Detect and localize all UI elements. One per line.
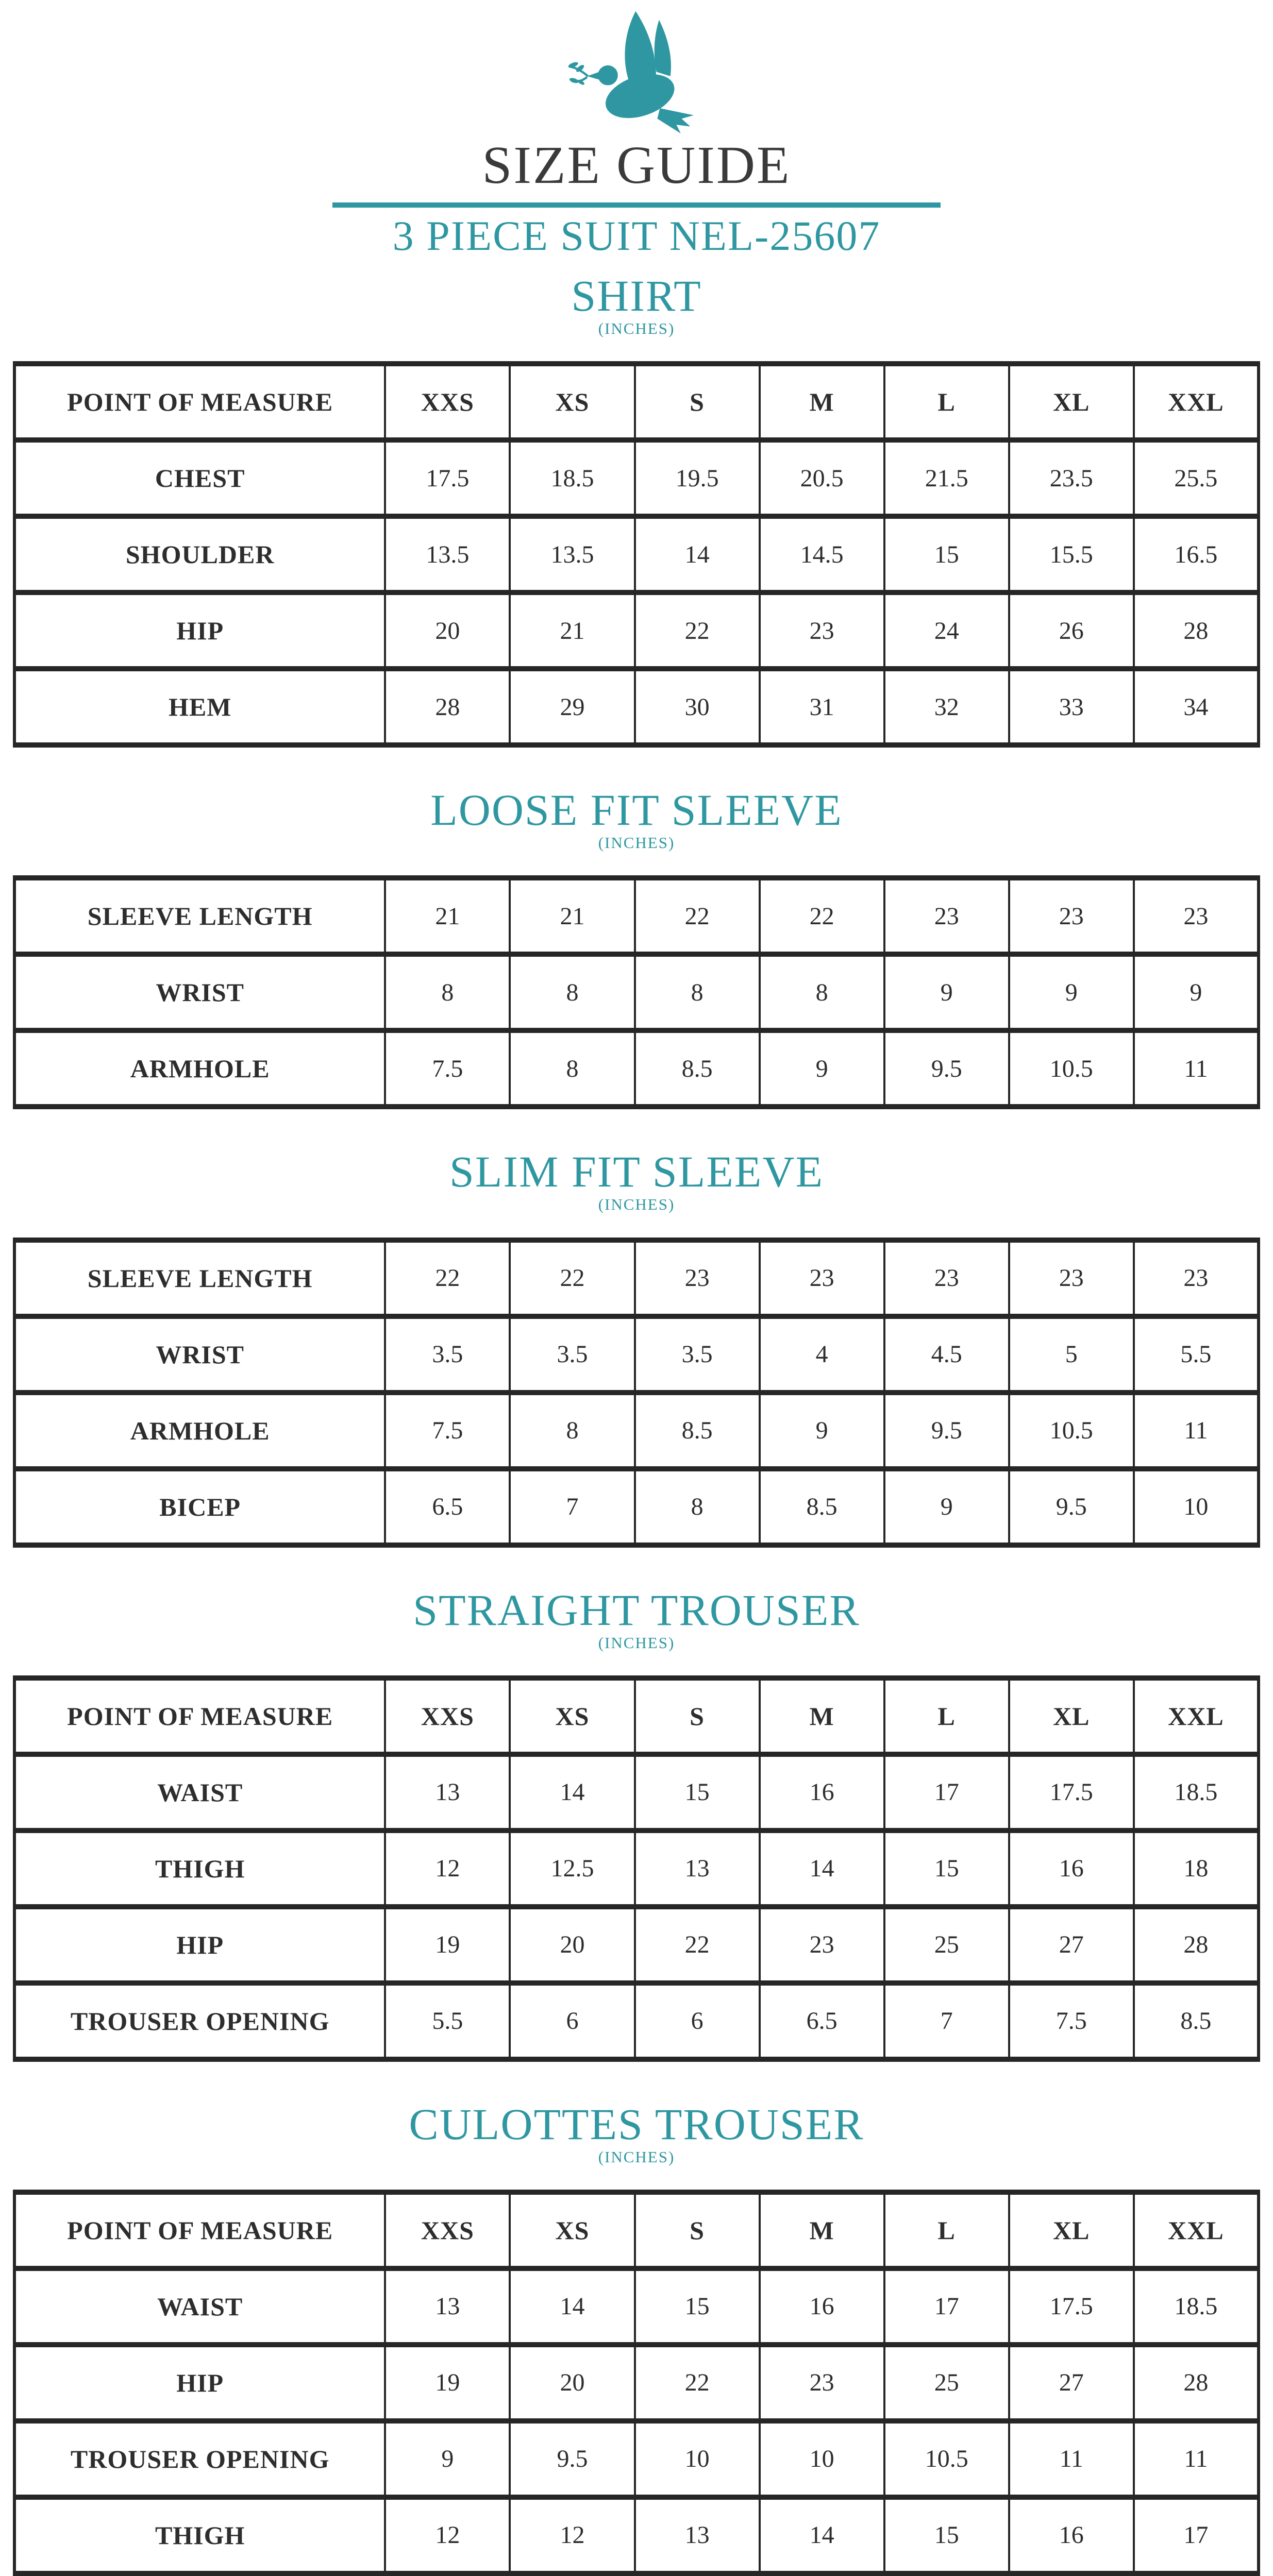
size-cell-m: 31 xyxy=(760,669,884,745)
size-col-header-m: M xyxy=(760,1678,884,1754)
size-cell-xs: 8 xyxy=(510,1030,634,1107)
size-table-straight-trouser xyxy=(13,1675,1260,2062)
size-cell-l: 24 xyxy=(884,592,1009,669)
size-col-header-xl: XL xyxy=(1009,1678,1134,1754)
size-cell-xl: 9 xyxy=(1009,954,1134,1030)
size-cell-xxs: 8 xyxy=(385,954,510,1030)
title-divider xyxy=(332,202,941,208)
size-cell-s: 22 xyxy=(635,592,760,669)
measure-row-shoulder xyxy=(14,516,1259,592)
measure-label: THIGH xyxy=(14,2497,385,2573)
size-col-header-xs: XS xyxy=(510,2192,634,2268)
size-cell-xs: 8 xyxy=(510,1393,634,1469)
size-cell-xs: 9.5 xyxy=(510,2421,634,2497)
size-cell-l: 21.5 xyxy=(884,440,1009,516)
size-cell-xxs: 7.5 xyxy=(385,1030,510,1107)
measure-label: WAIST xyxy=(14,2268,385,2345)
measure-label: HIP xyxy=(14,592,385,669)
size-cell-l: 25 xyxy=(884,1907,1009,1983)
section-title: SHIRT xyxy=(571,271,702,321)
size-cell-xxs: 6.5 xyxy=(385,1469,510,1545)
size-cell-l: 7 xyxy=(884,1983,1009,2059)
size-col-header-m: M xyxy=(760,2192,884,2268)
size-cell-xxl: 28 xyxy=(1134,592,1259,669)
point-of-measure-header: POINT OF MEASURE xyxy=(14,364,385,440)
size-cell-xxs: 13 xyxy=(385,1754,510,1831)
measure-row-armhole xyxy=(14,1030,1259,1107)
measure-row-sleeve-length xyxy=(14,878,1259,954)
size-cell-xl: 23 xyxy=(1009,878,1134,954)
size-cell-s: 3.5 xyxy=(635,1316,760,1393)
size-cell-m: 4 xyxy=(760,1316,884,1393)
size-col-header-xxl: XXL xyxy=(1134,2192,1259,2268)
size-cell-xxs: 28 xyxy=(385,669,510,745)
size-cell-s: 14 xyxy=(635,516,760,592)
size-cell-s: 10 xyxy=(635,2421,760,2497)
size-cell-xl: 11 xyxy=(1009,2421,1134,2497)
size-col-header-xxs: XXS xyxy=(385,1678,510,1754)
size-cell-xs: 7 xyxy=(510,1469,634,1545)
size-cell-xxs: 13.5 xyxy=(385,516,510,592)
size-cell-xl: 17.5 xyxy=(1009,1754,1134,1831)
size-cell-xxs: 13 xyxy=(385,2268,510,2345)
size-cell-xs: 3.5 xyxy=(510,1316,634,1393)
size-table-header-row xyxy=(14,364,1259,440)
size-cell-xl: 26 xyxy=(1009,592,1134,669)
size-cell-xl: 17.5 xyxy=(1009,2268,1134,2345)
size-cell-xxl: 23 xyxy=(1134,878,1259,954)
size-cell-xs: 20 xyxy=(510,2345,634,2421)
size-cell-xxl: 28 xyxy=(1134,2345,1259,2421)
size-cell-s: 8.5 xyxy=(635,1393,760,1469)
size-cell-xxs: 12 xyxy=(385,2497,510,2573)
measure-row-trouser-opening xyxy=(14,1983,1259,2059)
measure-label: THIGH xyxy=(14,1831,385,1907)
size-col-header-m: M xyxy=(760,364,884,440)
size-cell-xs: 29 xyxy=(510,669,634,745)
size-table-header-row xyxy=(14,2192,1259,2268)
measure-row-thigh xyxy=(14,2497,1259,2573)
measure-row-wrist xyxy=(14,954,1259,1030)
size-cell-s: 23 xyxy=(635,1240,760,1316)
size-cell-xs: 8 xyxy=(510,954,634,1030)
size-cell-xl: 9.5 xyxy=(1009,1469,1134,1545)
measure-row-chest xyxy=(14,440,1259,516)
size-col-header-l: L xyxy=(884,364,1009,440)
section-title: STRAIGHT TROUSER xyxy=(413,1585,860,1635)
size-cell-m: 8 xyxy=(760,954,884,1030)
size-cell-l: 15 xyxy=(884,516,1009,592)
measure-row-armhole xyxy=(14,1393,1259,1469)
size-cell-xxl: 11 xyxy=(1134,1030,1259,1107)
size-cell-xxs: 20 xyxy=(385,592,510,669)
size-cell-m: 14 xyxy=(760,2497,884,2573)
size-cell-m: 16 xyxy=(760,2268,884,2345)
dove-olive-branch-icon xyxy=(567,10,706,136)
measure-label: ARMHOLE xyxy=(14,1393,385,1469)
size-cell-xs: 22 xyxy=(510,1240,634,1316)
size-table-slim-fit-sleeve xyxy=(13,1238,1260,1548)
size-cell-s: 22 xyxy=(635,878,760,954)
size-cell-xxs: 5.5 xyxy=(385,1983,510,2059)
size-cell-m: 14.5 xyxy=(760,516,884,592)
size-cell-xxs: 9 xyxy=(385,2421,510,2497)
size-table-shirt xyxy=(13,361,1260,748)
size-cell-xs: 14 xyxy=(510,1754,634,1831)
size-cell-xxl: 5.5 xyxy=(1134,1316,1259,1393)
measure-row-wrist xyxy=(14,1316,1259,1393)
logo-wrap xyxy=(0,10,1273,136)
size-cell-xxl: 34 xyxy=(1134,669,1259,745)
size-cell-l: 32 xyxy=(884,669,1009,745)
size-cell-m: 23 xyxy=(760,2345,884,2421)
point-of-measure-header: POINT OF MEASURE xyxy=(14,2192,385,2268)
size-cell-xxs: 19 xyxy=(385,1907,510,1983)
section-title: CULOTTES TROUSER xyxy=(409,2099,864,2149)
measure-label: HIP xyxy=(14,2345,385,2421)
size-cell-xl: 27 xyxy=(1009,1907,1134,1983)
size-cell-m: 23 xyxy=(760,592,884,669)
size-cell-xs: 21 xyxy=(510,878,634,954)
size-cell-xl: 16 xyxy=(1009,1831,1134,1907)
size-cell-xs: 12 xyxy=(510,2497,634,2573)
size-cell-xxl: 11 xyxy=(1134,2421,1259,2497)
size-cell-m: 23 xyxy=(760,1240,884,1316)
size-col-header-xl: XL xyxy=(1009,2192,1134,2268)
measure-row-hem xyxy=(14,669,1259,745)
size-cell-xxl: 25.5 xyxy=(1134,440,1259,516)
size-col-header-xxs: XXS xyxy=(385,2192,510,2268)
size-cell-xl: 27 xyxy=(1009,2345,1134,2421)
size-cell-xl: 16 xyxy=(1009,2497,1134,2573)
size-cell-s: 13 xyxy=(635,2497,760,2573)
size-cell-xxs: 22 xyxy=(385,1240,510,1316)
size-cell-s: 8 xyxy=(635,1469,760,1545)
size-cell-l: 9 xyxy=(884,954,1009,1030)
size-cell-m: 9 xyxy=(760,1393,884,1469)
measure-row-sleeve-length xyxy=(14,1240,1259,1316)
size-cell-xxl: 23 xyxy=(1134,1240,1259,1316)
size-cell-l: 23 xyxy=(884,878,1009,954)
unit-label: (INCHES) xyxy=(598,2147,675,2166)
size-cell-xxl: 9 xyxy=(1134,954,1259,1030)
measure-label: SHOULDER xyxy=(14,516,385,592)
measure-label: TROUSER OPENING xyxy=(14,1983,385,2059)
size-cell-l: 23 xyxy=(884,1240,1009,1316)
unit-label: (INCHES) xyxy=(598,1195,675,1214)
size-cell-s: 22 xyxy=(635,1907,760,1983)
size-cell-l: 9.5 xyxy=(884,1030,1009,1107)
size-cell-s: 19.5 xyxy=(635,440,760,516)
size-cell-xl: 23.5 xyxy=(1009,440,1134,516)
size-cell-s: 15 xyxy=(635,1754,760,1831)
size-cell-xxs: 12 xyxy=(385,1831,510,1907)
size-cell-xl: 10.5 xyxy=(1009,1393,1134,1469)
unit-label: (INCHES) xyxy=(598,834,675,852)
size-cell-xxs: 7.5 xyxy=(385,1393,510,1469)
size-cell-l: 15 xyxy=(884,1831,1009,1907)
measure-label: CHEST xyxy=(14,440,385,516)
size-cell-l: 15 xyxy=(884,2497,1009,2573)
sections xyxy=(0,271,1273,2575)
size-col-header-xxl: XXL xyxy=(1134,1678,1259,1754)
size-cell-s: 8.5 xyxy=(635,1030,760,1107)
size-cell-m: 16 xyxy=(760,1754,884,1831)
measure-label: SLEEVE LENGTH xyxy=(14,1240,385,1316)
size-cell-s: 15 xyxy=(635,2268,760,2345)
size-cell-l: 4.5 xyxy=(884,1316,1009,1393)
size-cell-xxl: 18 xyxy=(1134,1831,1259,1907)
measure-row-waist xyxy=(14,2268,1259,2345)
size-cell-xxs: 17.5 xyxy=(385,440,510,516)
size-table-loose-fit-sleeve xyxy=(13,875,1260,1109)
size-cell-xs: 20 xyxy=(510,1907,634,1983)
section-culottes-trouser xyxy=(0,2099,1273,2576)
size-cell-xl: 10.5 xyxy=(1009,1030,1134,1107)
size-cell-m: 9 xyxy=(760,1030,884,1107)
size-cell-xxs: 21 xyxy=(385,878,510,954)
measure-row-hip xyxy=(14,2345,1259,2421)
size-cell-xs: 21 xyxy=(510,592,634,669)
size-cell-m: 20.5 xyxy=(760,440,884,516)
section-title: LOOSE FIT SLEEVE xyxy=(430,785,843,835)
size-cell-xs: 14 xyxy=(510,2268,634,2345)
size-cell-l: 17 xyxy=(884,2268,1009,2345)
measure-row-waist xyxy=(14,1754,1259,1831)
measure-row-hip xyxy=(14,1907,1259,1983)
size-cell-xxl: 18.5 xyxy=(1134,2268,1259,2345)
measure-label: WRIST xyxy=(14,954,385,1030)
unit-label: (INCHES) xyxy=(598,1633,675,1652)
size-col-header-l: L xyxy=(884,2192,1009,2268)
size-cell-xs: 12.5 xyxy=(510,1831,634,1907)
size-col-header-xl: XL xyxy=(1009,364,1134,440)
size-cell-m: 23 xyxy=(760,1907,884,1983)
measure-label: SLEEVE LENGTH xyxy=(14,878,385,954)
size-col-header-xxl: XXL xyxy=(1134,364,1259,440)
size-cell-l: 25 xyxy=(884,2345,1009,2421)
size-cell-l: 9.5 xyxy=(884,1393,1009,1469)
size-cell-s: 22 xyxy=(635,2345,760,2421)
size-cell-xs: 13.5 xyxy=(510,516,634,592)
size-cell-xs: 18.5 xyxy=(510,440,634,516)
size-cell-m: 8.5 xyxy=(760,1469,884,1545)
size-cell-s: 8 xyxy=(635,954,760,1030)
size-cell-xl: 7.5 xyxy=(1009,1983,1134,2059)
size-cell-l: 9 xyxy=(884,1469,1009,1545)
measure-label: WAIST xyxy=(14,1754,385,1831)
size-cell-l: 10.5 xyxy=(884,2421,1009,2497)
size-cell-m: 10 xyxy=(760,2421,884,2497)
size-col-header-xs: XS xyxy=(510,1678,634,1754)
point-of-measure-header: POINT OF MEASURE xyxy=(14,1678,385,1754)
size-cell-xxl: 28 xyxy=(1134,1907,1259,1983)
measure-label: TROUSER OPENING xyxy=(14,2421,385,2497)
size-cell-xs: 6 xyxy=(510,1983,634,2059)
measure-label: HIP xyxy=(14,1907,385,1983)
size-cell-xxs: 19 xyxy=(385,2345,510,2421)
unit-label: (INCHES) xyxy=(598,319,675,338)
measure-row-hip xyxy=(14,592,1259,669)
size-cell-s: 6 xyxy=(635,1983,760,2059)
size-cell-xxs: 3.5 xyxy=(385,1316,510,1393)
page-title: SIZE GUIDE xyxy=(482,135,791,195)
section-straight-trouser xyxy=(0,1585,1273,2062)
size-cell-m: 6.5 xyxy=(760,1983,884,2059)
section-shirt xyxy=(0,271,1273,748)
measure-label: WRIST xyxy=(14,1316,385,1393)
measure-row-trouser-opening xyxy=(14,2421,1259,2497)
size-cell-xxl: 16.5 xyxy=(1134,516,1259,592)
size-cell-m: 14 xyxy=(760,1831,884,1907)
size-cell-xl: 15.5 xyxy=(1009,516,1134,592)
size-col-header-xs: XS xyxy=(510,364,634,440)
size-cell-xl: 5 xyxy=(1009,1316,1134,1393)
size-col-header-xxs: XXS xyxy=(385,364,510,440)
size-col-header-s: S xyxy=(635,1678,760,1754)
section-title: SLIM FIT SLEEVE xyxy=(449,1147,824,1197)
size-cell-xxl: 17 xyxy=(1134,2497,1259,2573)
size-cell-s: 30 xyxy=(635,669,760,745)
size-cell-xxl: 11 xyxy=(1134,1393,1259,1469)
size-col-header-l: L xyxy=(884,1678,1009,1754)
size-cell-xl: 23 xyxy=(1009,1240,1134,1316)
size-col-header-s: S xyxy=(635,2192,760,2268)
size-col-header-s: S xyxy=(635,364,760,440)
size-cell-xxl: 18.5 xyxy=(1134,1754,1259,1831)
measure-label: BICEP xyxy=(14,1469,385,1545)
size-table-culottes-trouser xyxy=(13,2190,1260,2576)
size-cell-xl: 33 xyxy=(1009,669,1134,745)
size-cell-xxl: 8.5 xyxy=(1134,1983,1259,2059)
measure-row-thigh xyxy=(14,1831,1259,1907)
product-subtitle: 3 PIECE SUIT NEL-25607 xyxy=(392,212,881,260)
measure-label: ARMHOLE xyxy=(14,1030,385,1107)
measure-label: HEM xyxy=(14,669,385,745)
size-table-header-row xyxy=(14,1678,1259,1754)
section-loose-fit-sleeve xyxy=(0,785,1273,1109)
size-cell-xxl: 10 xyxy=(1134,1469,1259,1545)
measure-row-bicep xyxy=(14,1469,1259,1545)
size-cell-s: 13 xyxy=(635,1831,760,1907)
section-slim-fit-sleeve xyxy=(0,1149,1273,1547)
size-cell-m: 22 xyxy=(760,878,884,954)
size-cell-l: 17 xyxy=(884,1754,1009,1831)
